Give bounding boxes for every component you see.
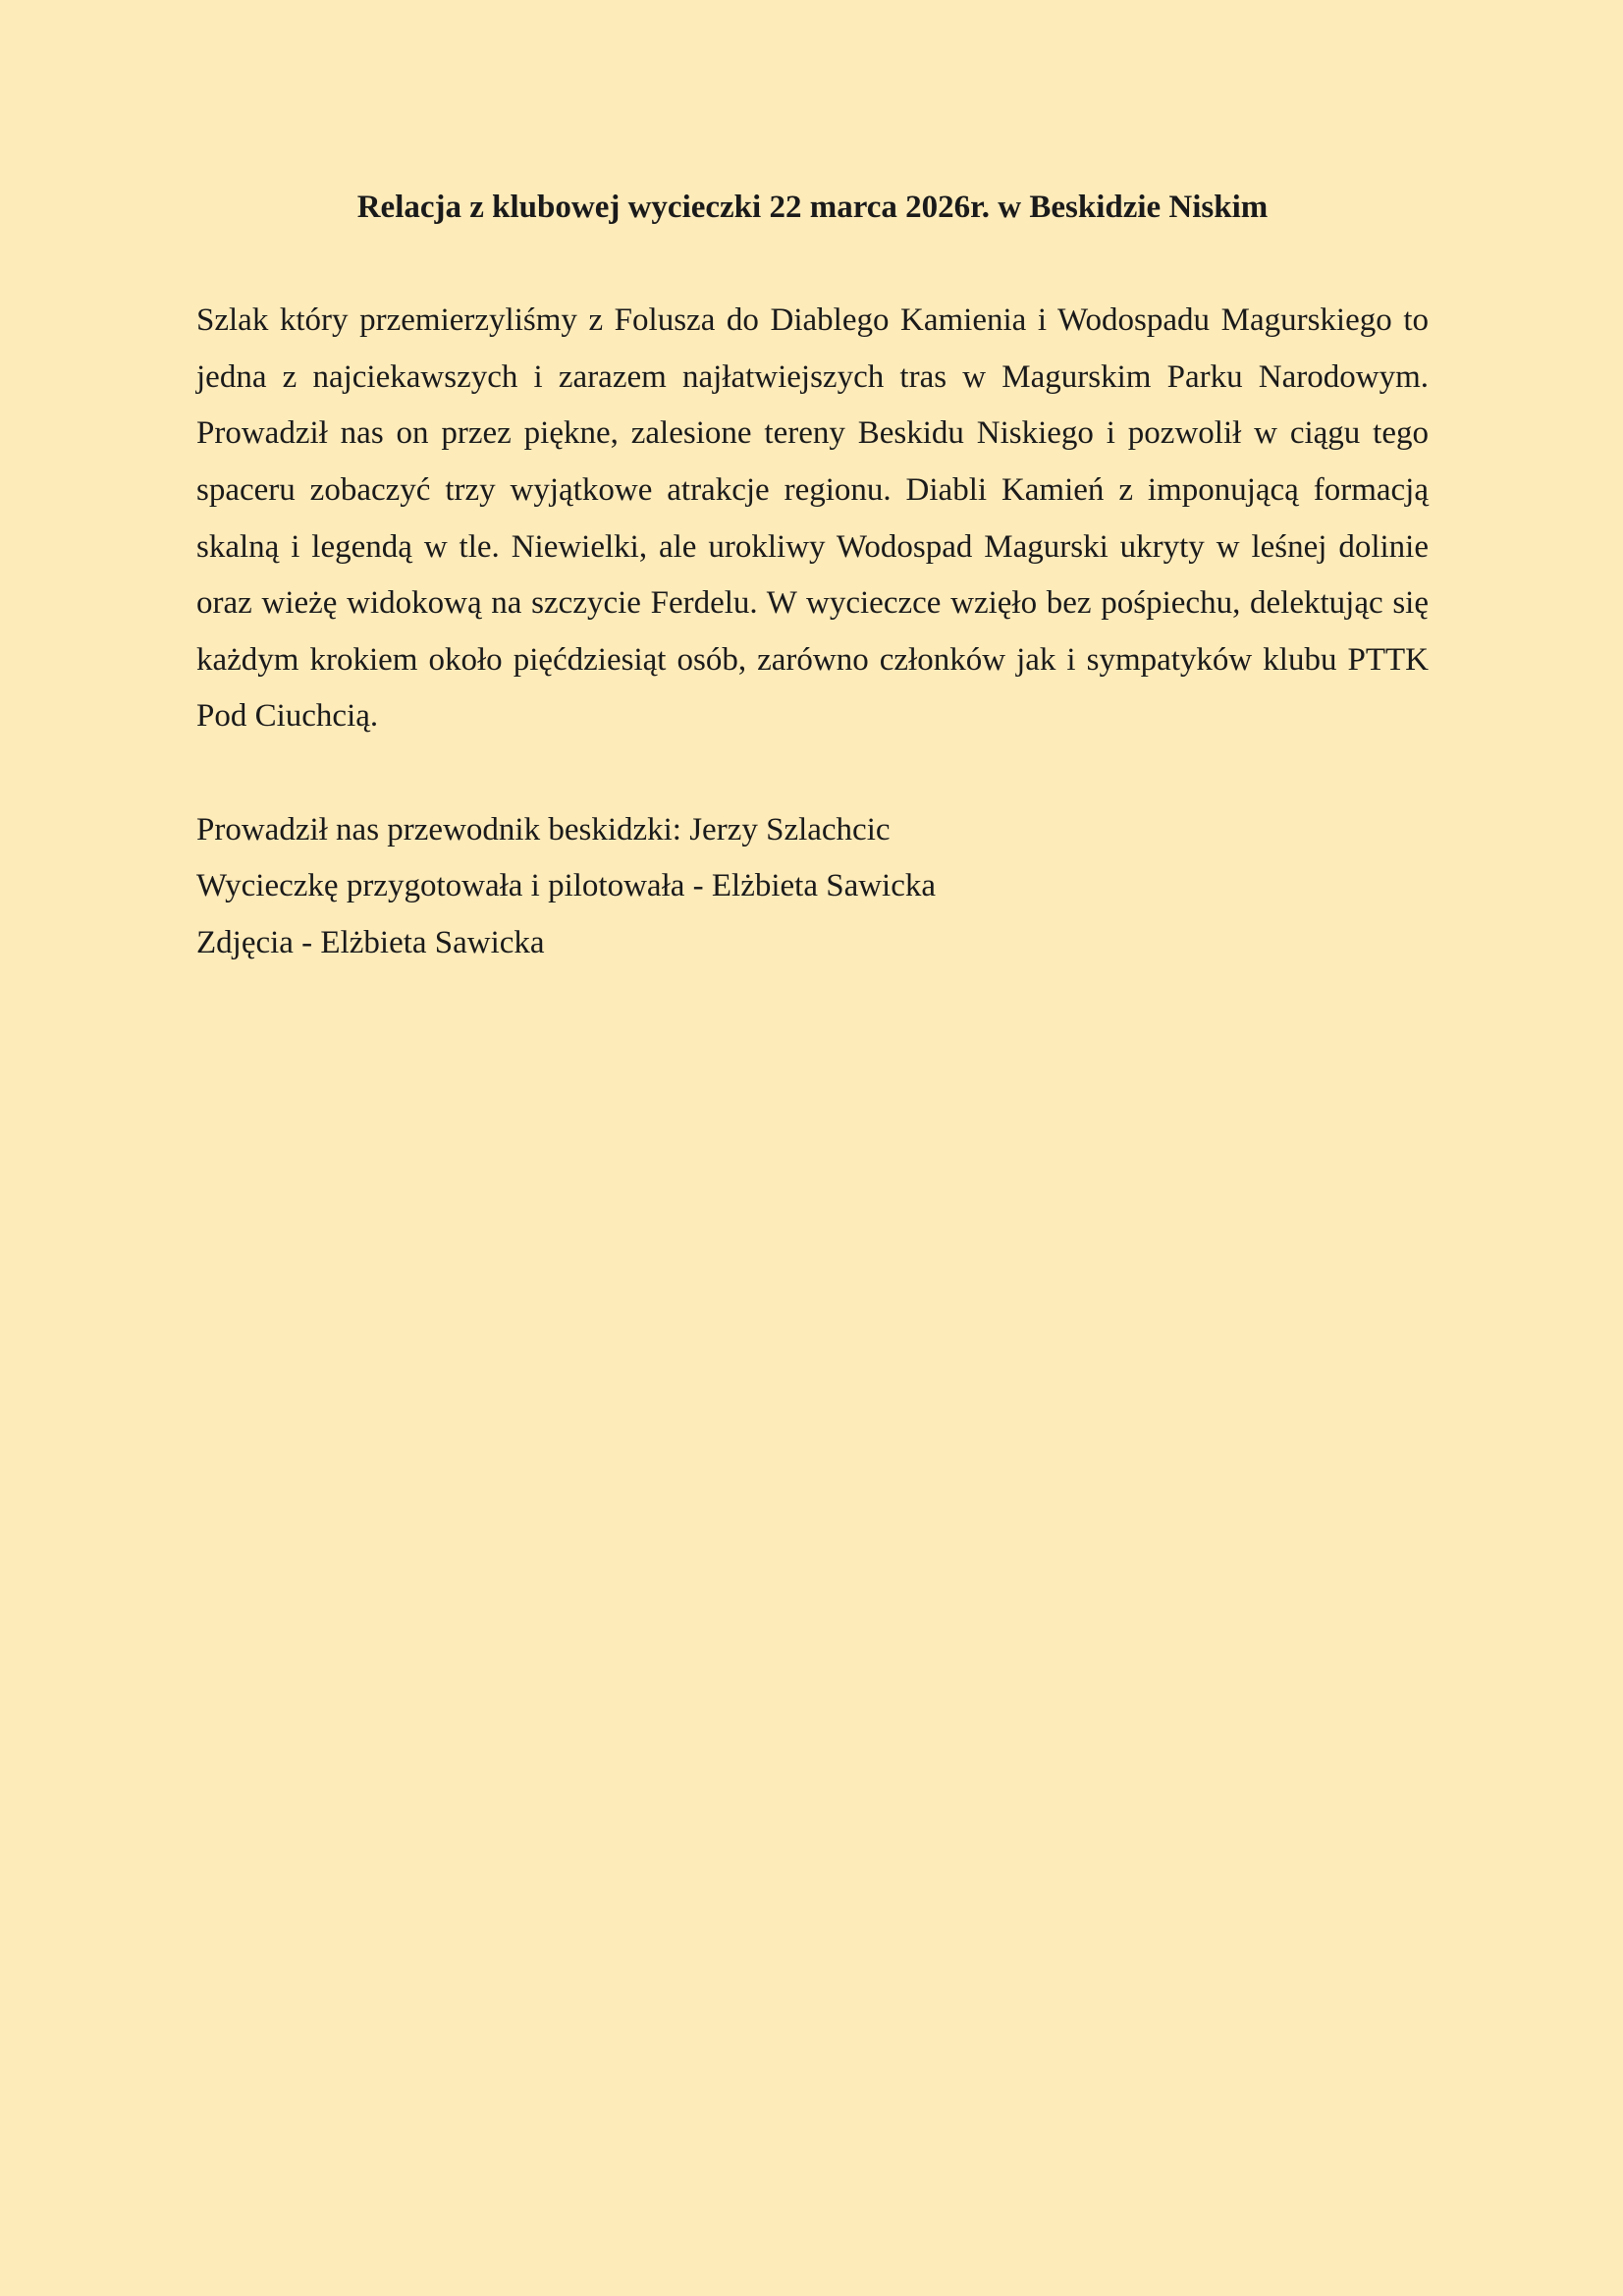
- credits-block: [196, 802, 1429, 972]
- paragraph-line: każdym krokiem około pięćdziesiąt osób, zarówno członków jak i sympatyków klubu PTTK: [196, 641, 1429, 678]
- credit-line-photos: Zdjęcia - Elżbieta Sawicka: [196, 924, 545, 960]
- paragraph-line: spaceru zobaczyć trzy wyjątkowe atrakcje regionu. Diabli Kamień z imponującą formacją: [196, 471, 1429, 508]
- blank-line: [196, 745, 1429, 802]
- paragraph-line-last: Pod Ciuchcią.: [196, 698, 379, 735]
- paragraph-line: oraz wieżę widokową na szczycie Ferdelu. W wycieczce wzięło bez pośpiechu, delektując się: [196, 585, 1429, 622]
- paragraph-line: jedna z najciekawszych i zarazem najłatwiejszych tras w Magurskim Parku Narodowym.: [196, 358, 1429, 395]
- paragraph-line: Szlak który przemierzyliśmy z Folusza do Diablego Kamienia i Wodospadu Magurskiego to: [196, 302, 1429, 339]
- paragraph-line: Prowadził nas on przez piękne, zalesione tereny Beskidu Niskiego i pozwolił w ciągu tego: [196, 415, 1429, 452]
- credit-line-guide: Prowadził nas przewodnik beskidzki: Jerzy Szlachcic: [196, 811, 891, 847]
- credit-line-organizer: Wycieczkę przygotowała i pilotowała - Elżbieta Sawicka: [196, 868, 937, 904]
- document-content: [196, 180, 1429, 971]
- paragraph-line: skalną i legendą w tle. Niewielki, ale urokliwy Wodospad Magurski ukryty w leśnej dolinie: [196, 528, 1429, 565]
- trip-report-paragraph: [196, 293, 1429, 745]
- blank-line: [196, 237, 1429, 294]
- document-title: Relacja z klubowej wycieczki 22 marca 2026r. w Beskidzie Niskim: [356, 190, 1269, 225]
